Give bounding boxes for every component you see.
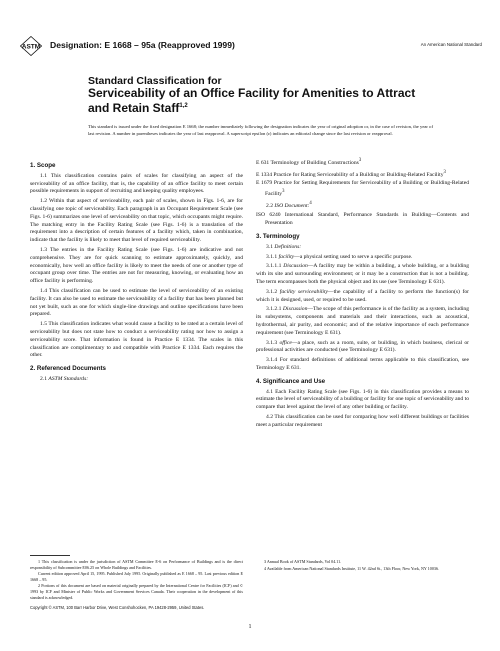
reference-e1334 xyxy=(256,169,469,180)
section-2-heading: 2. Referenced Documents xyxy=(30,365,106,373)
term-office: office xyxy=(279,339,292,346)
paragraph-3-1-number: 3.1 xyxy=(266,243,273,250)
paragraph-4-2: 4.2 This classification can be used for comparing how well different buildings or facilities meet a particular requirement xyxy=(256,413,469,428)
reference-e1679-text: E 1679 Practice for Setting Requirements for Serviceability of a Building or Building-Related Facility xyxy=(256,180,469,197)
paragraph-3-1-2 xyxy=(256,289,469,305)
right-column xyxy=(256,157,469,432)
title-line-1: Standard Classification for xyxy=(88,75,222,87)
page-number: 1 xyxy=(248,624,252,630)
paragraph-2-1-text: ASTM Standards: xyxy=(48,375,89,382)
paragraph-2-2-sup: 4 xyxy=(309,200,312,206)
reference-e631-sup: 3 xyxy=(358,158,362,163)
footnote-1: 1 This classification is under the jurisdiction of ASTM Committee E-6 on Performance of Buildings and is the direct responsibility of Subcommittee E06.25 on Whole Buildings and Facilities. xyxy=(30,559,243,570)
footnote-4: 4 Available from American National Standards Institute, 11 W. 42nd St., 13th Floor, New York, NY 10036. xyxy=(264,565,440,571)
paragraph-3-1-1-number: 3.1.1 xyxy=(266,253,278,260)
reference-e1679 xyxy=(256,180,469,198)
paragraph-2-2-number: 2.2 xyxy=(266,202,273,209)
document-title xyxy=(88,75,418,115)
title-line-3 xyxy=(88,100,418,115)
term-facility-serviceability: facility serviceability xyxy=(279,288,329,295)
paragraph-3-1-2-number: 3.1.2 xyxy=(266,288,278,295)
footnote-3: 3 Annual Book of ASTM Standards, Vol 04.11. xyxy=(264,559,342,564)
footnote-divider xyxy=(30,555,70,556)
paragraph-2-1 xyxy=(30,376,243,384)
footnote-2: 2 Portions of this document are based on material originally prepared by the International Centre for Facilities (ICF) and © 1993 by ICF and Minister of Public Works and Government Services Canada. Their cooperation in the development of this standard is acknowledged. xyxy=(30,583,243,600)
national-standard-label: An American National Standard xyxy=(420,42,482,47)
footnotes-left xyxy=(30,555,243,601)
designation: Designation: E 1668 – 95a (Reapproved 1999) xyxy=(50,40,235,50)
reference-e631 xyxy=(256,157,469,168)
reference-e631-text: E 631 Terminology of Building Constructions xyxy=(256,159,359,166)
paragraph-3-1-text: Definitions: xyxy=(274,243,302,250)
paragraph-3-1-1-1-number: 3.1.1.1 xyxy=(266,263,282,270)
issued-note: This standard is issued under the fixed designation E 1668; the number immediately following the designation indicates the year of original adoption or, in the case of revision, the year of last revision. A number in parentheses indicates the year of last reapproval. A superscript epsilon (ε) indicates an editorial change since the last revision or reapproval. xyxy=(88,124,433,136)
paragraph-2-1-number: 2.1 xyxy=(40,375,47,382)
paragraph-1-4: 1.4 This classification can be used to estimate the level of serviceability of an existing facility. It can also be used to estimate the serviceability of a facility that has been planned but not yet built, such as one for which single-line drawings and outline specifications have been prepared. xyxy=(30,287,243,318)
title-line-2 xyxy=(88,87,418,100)
term-facility: facility xyxy=(278,253,295,260)
left-column xyxy=(30,157,243,386)
paragraph-2-2 xyxy=(256,200,469,211)
discussion-label-2: Discussion xyxy=(282,306,308,313)
section-1-heading: 1. Scope xyxy=(30,162,56,169)
reference-e1334-text: E 1334 Practice for Rating Serviceability of a Building or Building-Related Facility xyxy=(256,171,444,178)
paragraph-3-1-4: 3.1.4 For standard definitions of additional terms applicable to this classification, see Terminology E 631. xyxy=(256,357,469,371)
reference-iso6240: ISO 6240 International Standard, Performance Standards in Building—Contents and Presentation xyxy=(256,212,469,227)
paragraph-3-1-1 xyxy=(256,254,469,262)
paragraph-3-1-2-1-number: 3.1.2.1 xyxy=(266,306,282,313)
paragraph-1-3: 1.3 The entries in the Facility Rating Scale (see Figs. 1-6) are indicative and not comprehensive. They are for quick scanning to estimate approximately, quickly, and economically, how well an office facility is likely to meet the needs of one or another type of occupant group over time. The entries are not for measuring, knowing, or evaluating how an office facility is performing. xyxy=(30,246,243,285)
section-3-heading: 3. Terminology xyxy=(256,233,300,241)
discussion-label-1: Discussion xyxy=(283,263,308,270)
paragraph-2-2-text: ISO Document: xyxy=(274,202,310,209)
title-footnote-marks: 1,2 xyxy=(179,102,188,109)
paragraph-3-1-1-1-text: —A facility may be within a building, a whole building, or a building with its site and surrounding environment; or it may be a construction that is not a building. The term encompasses both the physical object and its use (see Terminology E 631). xyxy=(256,263,469,285)
logo-text: ASTM xyxy=(21,43,41,51)
paragraph-3-1-2-text: —the capability of a facility to perform the function(s) for which it is designed, used, or required to be used. xyxy=(256,288,469,303)
paragraph-1-2: 1.2 Within that aspect of serviceability, each pair of scales, shown in Figs. 1-6, are for classifying one topic of serviceability. Each paragraph in an Occupant Requirement Scale (see Figs. 1-6) summarizes one level of serviceability on that topic, which occupants might require. The matching entry in the Facility Rating Scale (see Figs. 1-6) is a translation of the requirement into a description of certain features of a facility which, taken in combination, indicate that the facility is likely to meet that level of required serviceability. xyxy=(30,198,243,244)
paragraph-3-1-3-text: —a place, such as a room, suite, or building, in which business, clerical or professional activities are conducted (see Terminology E 631). xyxy=(256,339,470,354)
paragraph-3-1-1-1 xyxy=(256,263,469,286)
reference-e1679-sup: 3 xyxy=(282,189,285,195)
title-line-2b: and Retain Staff xyxy=(88,100,180,115)
paragraph-3-1-3 xyxy=(256,340,469,356)
footnote-1-edition: Current edition approved April 15, 1995. Published July 1995. Originally published as E 1668 – 95. Last previous edition E 1668 – 95. xyxy=(30,571,243,582)
section-4-heading: 4. Significance and Use xyxy=(256,377,326,385)
astm-logo-icon xyxy=(20,36,42,56)
paragraph-3-1-3-number: 3.1.3 xyxy=(266,339,278,346)
paragraph-3-1-1-text: —a physical setting used to serve a specific purpose. xyxy=(294,253,413,260)
title-line-2a: Serviceability of an Office Facility for Amenities to Attract xyxy=(88,86,416,100)
paragraph-3-1 xyxy=(256,244,469,252)
paragraph-4-1: 4.1 Each Facility Rating Scale (see Figs. 1-6) in this classification provides a means to estimate the level of serviceability of a building or facility for one topic of serviceability and to compare that level against the level of any other building or facility. xyxy=(256,388,469,411)
paragraph-1-1: 1.1 This classification contains pairs of scales for classifying an aspect of the serviceability of an office facility, that is, the capability of an office facility to meet certain possible requirements in support of recruiting and keeping quality employees. xyxy=(30,172,243,195)
paragraph-1-5: 1.5 This classification indicates what would cause a facility to be rated at a certain level of serviceability but does not state how to conduct a serviceability rating nor how to assign a serviceability score. That information is found in Practice E 1334. The scales in this classification are complimentary to and compatible with Practice E 1334. Each requires the other. xyxy=(30,321,243,359)
document-header xyxy=(20,36,482,56)
paragraph-3-1-2-1-text: —The scope of this performance is of the facility as a system, including its subsystems, components and materials and their interactions, such as acoustical, hydrothermal, air purity, and economic; and of the relative importance of each performance requirement (see Terminology E 631). xyxy=(256,306,469,336)
copyright-notice: Copyright © ASTM, 100 Barr Harbor Drive, West Conshohocken, PA 19428-2959, United States. xyxy=(30,605,205,610)
reference-e1334-sup: 3 xyxy=(443,169,446,175)
paragraph-3-1-2-1 xyxy=(256,306,469,337)
footnotes-right xyxy=(256,555,469,572)
